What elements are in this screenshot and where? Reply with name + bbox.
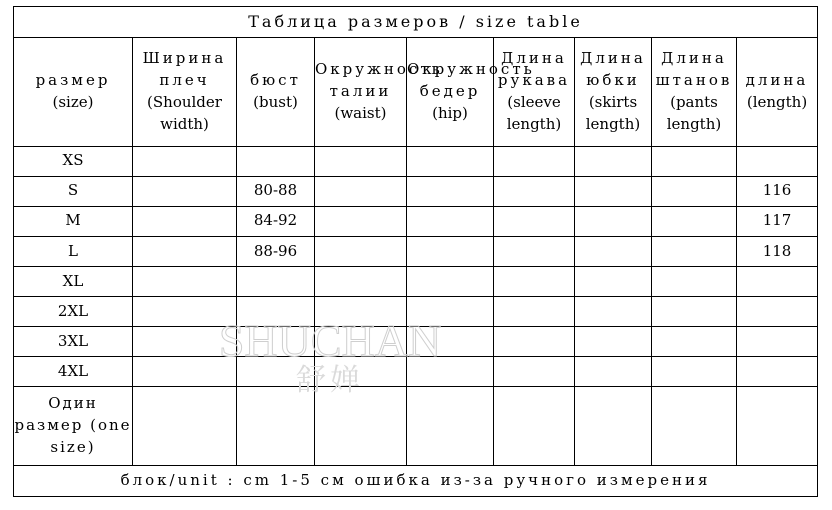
column-header-ru: длина xyxy=(745,71,809,90)
measurement-cell xyxy=(133,176,237,206)
measurement-cell xyxy=(315,357,407,387)
table-row xyxy=(14,297,818,327)
column-header-en: (sleeve length) xyxy=(506,92,562,133)
column-header-ru: Длина штанов xyxy=(655,49,733,90)
measurement-cell xyxy=(652,267,737,297)
table-row xyxy=(14,176,818,206)
measurement-cell xyxy=(575,176,652,206)
measurement-cell xyxy=(494,236,575,266)
column-header xyxy=(737,38,818,146)
size-label-cell: XS xyxy=(14,146,133,176)
measurement-cell xyxy=(737,267,818,297)
measurement-cell xyxy=(407,327,494,357)
measurement-cell xyxy=(575,206,652,236)
measurement-cell xyxy=(133,267,237,297)
measurement-cell xyxy=(494,267,575,297)
measurement-cell: 80-88 xyxy=(237,176,315,206)
column-header xyxy=(14,38,133,146)
table-row xyxy=(14,267,818,297)
column-header-ru: Окружность бедер xyxy=(407,60,535,100)
table-row xyxy=(14,387,818,465)
measurement-cell xyxy=(237,357,315,387)
measurement-cell xyxy=(133,146,237,176)
measurement-cell xyxy=(133,297,237,327)
size-table xyxy=(13,6,818,497)
watermark-chinese-text: 舒婵 xyxy=(296,363,364,398)
measurement-cell xyxy=(407,357,494,387)
measurement-cell xyxy=(133,327,237,357)
measurement-cell xyxy=(494,206,575,236)
table-row xyxy=(14,236,818,266)
measurement-cell xyxy=(407,236,494,266)
column-header xyxy=(237,38,315,146)
measurement-cell xyxy=(652,327,737,357)
size-label-cell: 4XL xyxy=(14,357,133,387)
size-label-cell: 3XL xyxy=(14,327,133,357)
column-header-ru: Окружность талии xyxy=(315,60,443,100)
measurement-cell xyxy=(737,327,818,357)
column-header-ru: бюст xyxy=(250,71,301,90)
measurement-cell xyxy=(237,387,315,465)
measurement-cell xyxy=(652,176,737,206)
measurement-cell xyxy=(494,146,575,176)
size-label-cell: S xyxy=(14,176,133,206)
column-header xyxy=(315,38,443,146)
measurement-cell xyxy=(315,297,407,327)
measurement-cell xyxy=(133,357,237,387)
size-label-cell: XL xyxy=(14,267,133,297)
column-header-ru: Длина рукава xyxy=(497,49,571,90)
measurement-cell: 84-92 xyxy=(237,206,315,236)
measurement-cell xyxy=(237,327,315,357)
column-header xyxy=(575,38,652,146)
measurement-cell xyxy=(494,327,575,357)
size-label-cell: Один размер (one size) xyxy=(14,387,133,465)
column-header-en: (pants length) xyxy=(666,92,722,133)
measurement-cell xyxy=(237,267,315,297)
measurement-cell xyxy=(494,176,575,206)
measurement-cell xyxy=(652,146,737,176)
measurement-cell xyxy=(575,236,652,266)
measurement-cell: 118 xyxy=(737,236,818,266)
title-row xyxy=(14,7,818,38)
measurement-cell xyxy=(494,297,575,327)
watermark-text: SHUCHAN xyxy=(218,315,442,366)
column-header-ru: Ширина плеч xyxy=(142,49,227,90)
footer-row xyxy=(14,465,818,496)
column-header-en: (Shoulder width) xyxy=(147,92,222,133)
column-header-ru: Длина юбки xyxy=(580,49,646,90)
size-label-cell: 2XL xyxy=(14,297,133,327)
measurement-cell xyxy=(407,206,494,236)
measurement-cell xyxy=(494,357,575,387)
measurement-cell xyxy=(407,176,494,206)
unit-note: блок/unit : cm 1-5 см ошибка из-за ручного измерения xyxy=(14,465,818,496)
measurement-cell xyxy=(575,267,652,297)
column-header xyxy=(652,38,737,146)
size-label-cell: L xyxy=(14,236,133,266)
measurement-cell xyxy=(133,206,237,236)
measurement-cell: 116 xyxy=(737,176,818,206)
measurement-cell xyxy=(575,357,652,387)
table-row xyxy=(14,357,818,387)
measurement-cell xyxy=(575,387,652,465)
measurement-cell xyxy=(315,176,407,206)
measurement-cell xyxy=(315,236,407,266)
measurement-cell xyxy=(133,387,237,465)
measurement-cell xyxy=(315,387,407,465)
measurement-cell xyxy=(315,327,407,357)
measurement-cell xyxy=(133,236,237,266)
header-row xyxy=(14,38,818,146)
measurement-cell: 88-96 xyxy=(237,236,315,266)
measurement-cell xyxy=(652,206,737,236)
measurement-cell xyxy=(652,236,737,266)
size-label-cell: M xyxy=(14,206,133,236)
measurement-cell xyxy=(407,146,494,176)
column-header-en: (size) xyxy=(52,92,94,111)
column-header-en: (waist) xyxy=(334,103,387,122)
table-row xyxy=(14,206,818,236)
measurement-cell xyxy=(315,146,407,176)
table-title: Таблица размеров / size table xyxy=(14,7,818,38)
column-header-en: (skirts length) xyxy=(585,92,641,133)
measurement-cell xyxy=(407,297,494,327)
column-header-en: (bust) xyxy=(253,92,298,111)
column-header-en: (length) xyxy=(746,92,808,111)
measurement-cell xyxy=(737,357,818,387)
table-row xyxy=(14,146,818,176)
measurement-cell xyxy=(737,146,818,176)
measurement-cell xyxy=(407,387,494,465)
measurement-cell xyxy=(737,387,818,465)
column-header xyxy=(494,38,575,146)
measurement-cell xyxy=(575,297,652,327)
table-row xyxy=(14,327,818,357)
measurement-cell xyxy=(237,297,315,327)
column-header-ru: размер xyxy=(35,71,111,90)
column-header xyxy=(133,38,237,146)
measurement-cell xyxy=(737,297,818,327)
measurement-cell xyxy=(315,267,407,297)
measurement-cell xyxy=(652,387,737,465)
column-header-en: (hip) xyxy=(432,103,468,122)
measurement-cell xyxy=(575,327,652,357)
measurement-cell xyxy=(652,357,737,387)
measurement-cell xyxy=(315,206,407,236)
measurement-cell xyxy=(407,267,494,297)
measurement-cell xyxy=(237,146,315,176)
measurement-cell: 117 xyxy=(737,206,818,236)
measurement-cell xyxy=(652,297,737,327)
measurement-cell xyxy=(494,387,575,465)
measurement-cell xyxy=(575,146,652,176)
